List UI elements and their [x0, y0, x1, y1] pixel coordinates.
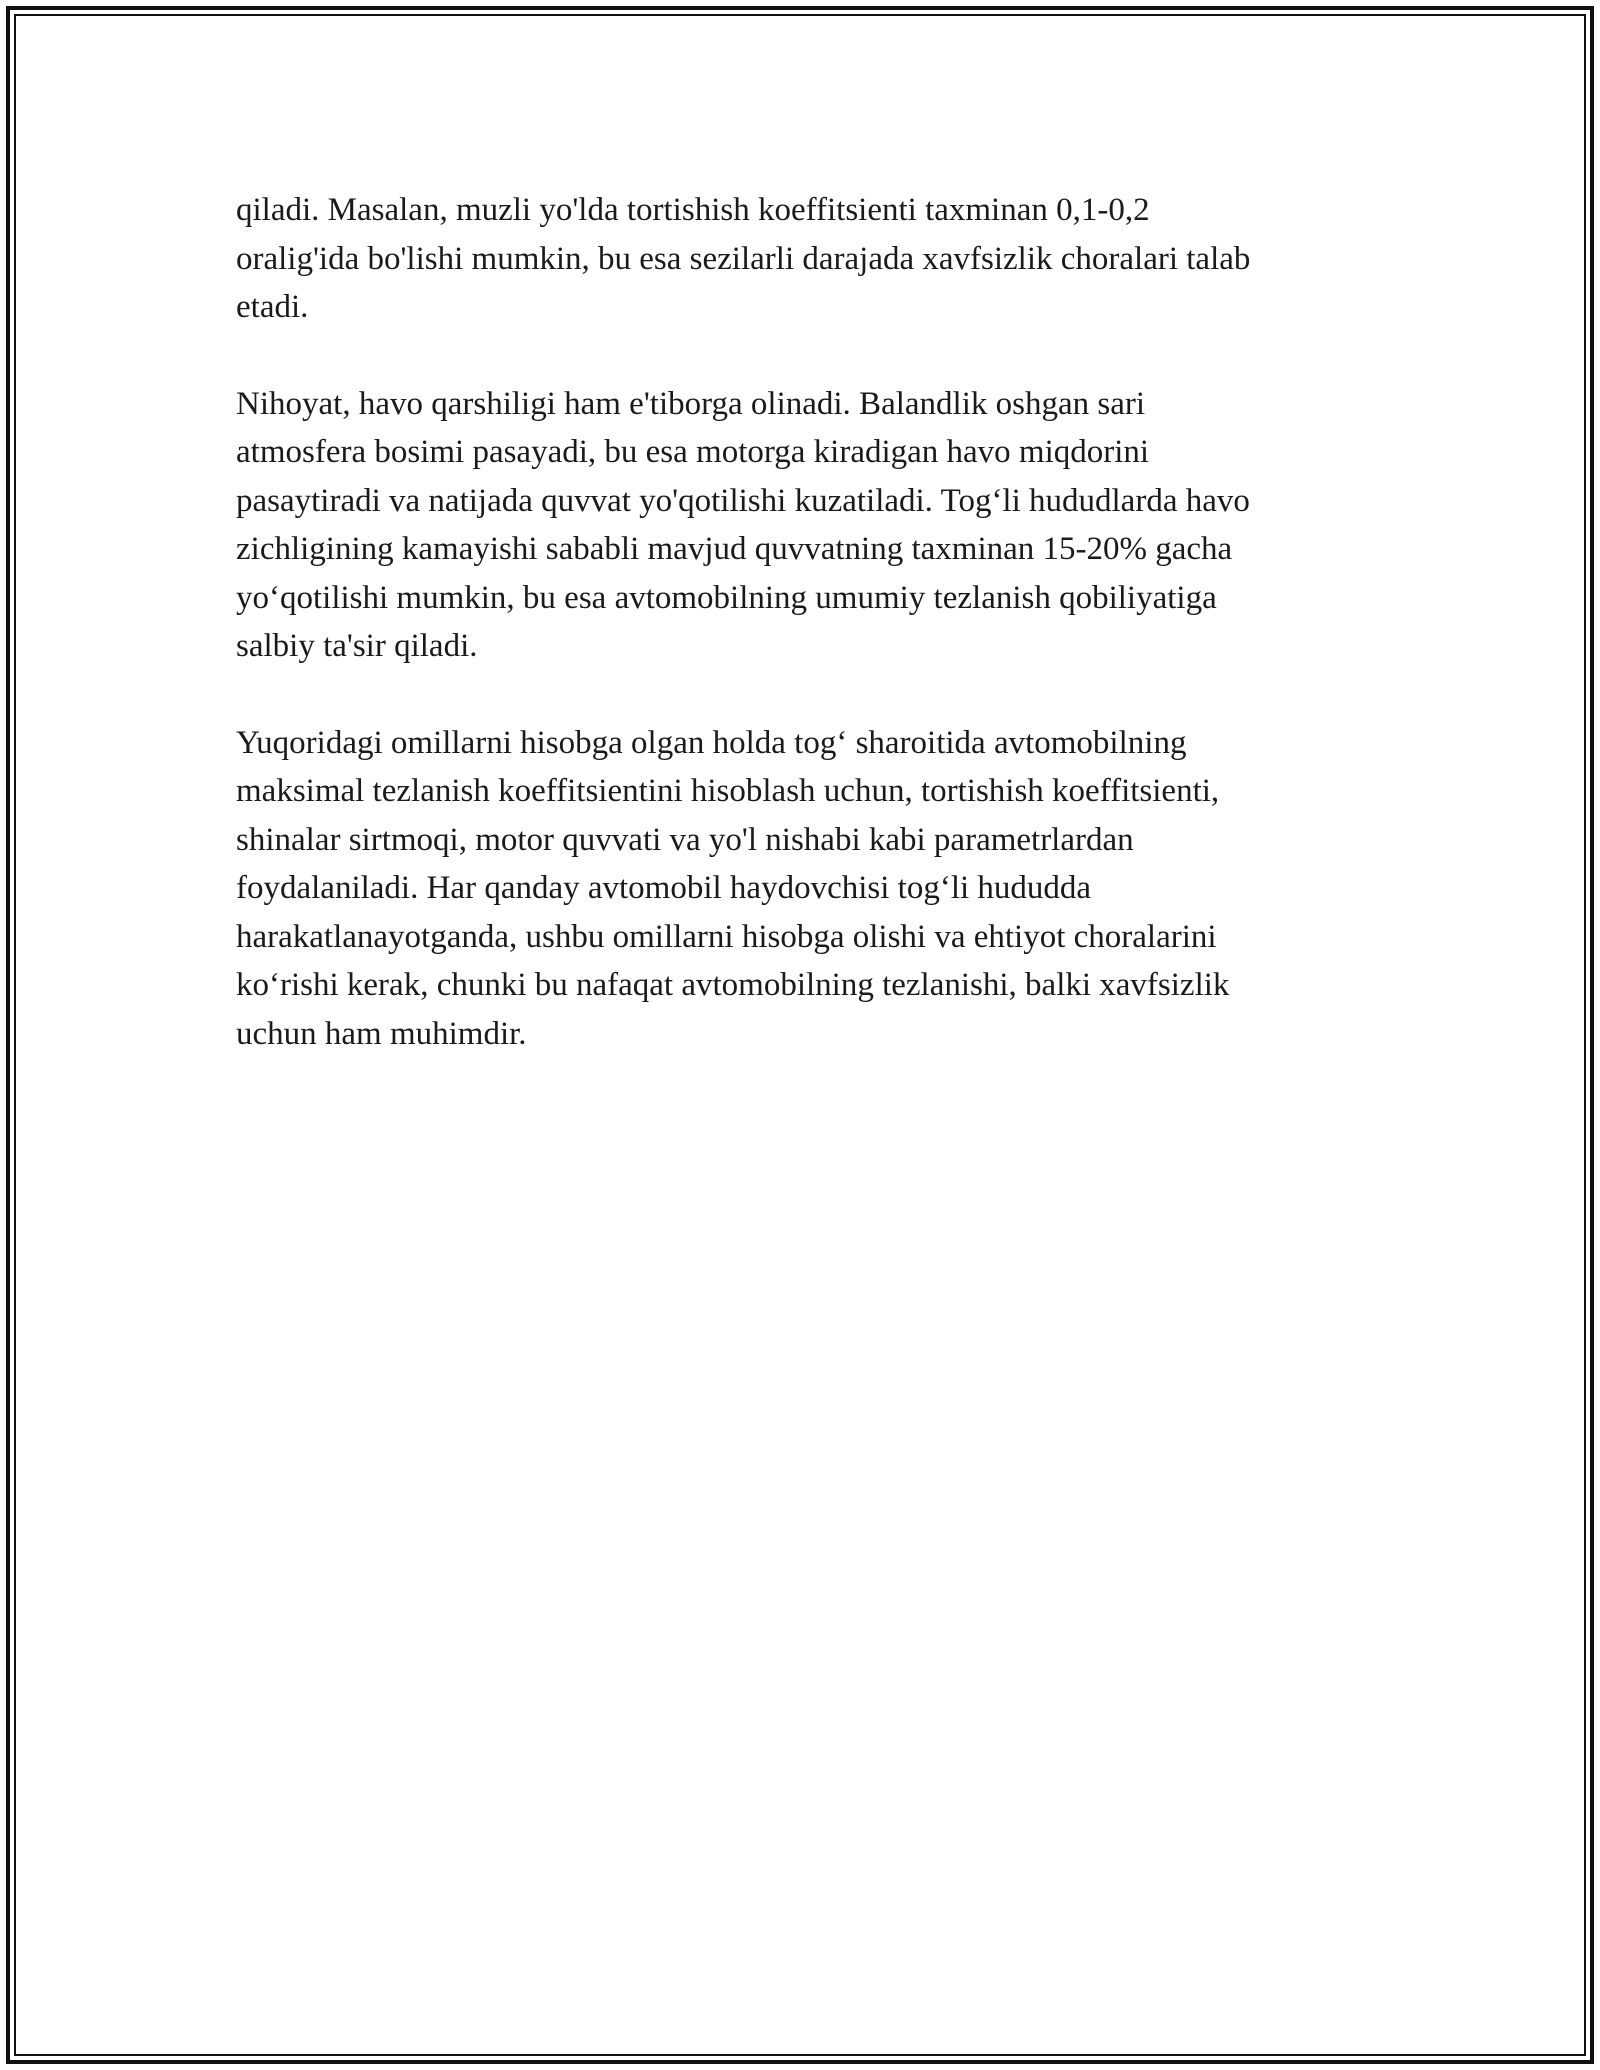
paragraph-1: qiladi. Masalan, muzli yo'lda tortishish koeffitsienti taxminan 0,1-0,2 oralig'ida bo'lishi mumkin, bu esa sezilarli darajada xavfsizlik choralari talab etadi.: [236, 192, 1251, 325]
paragraph-3: Yuqoridagi omillarni hisobga olgan holda tog‘ sharoitida avtomobilning maksimal tezlanish koeffitsientini hisoblash uchun, tortishish koeffitsienti, shinalar sirtmoqi, motor quvvati va yo'l nishabi kabi parametrlardan foydalaniladi. Har qanday avtomobil haydovchisi tog‘li hududda harakatlanayotganda, ushbu omillarni hisobga olishi va ehtiyot choralarini ko‘rishi kerak, chunki bu nafaqat avtomobilning tezlanishi, balki xavfsizlik uchun ham muhimdir.: [236, 724, 1230, 1052]
document-body: [236, 186, 1386, 1106]
paragraph-2: Nihoyat, havo qarshiligi ham e'tiborga olinadi. Balandlik oshgan sari atmosfera bosimi pasayadi, bu esa motorga kiradigan havo miqdorini pasaytiradi va natijada quvvat yo'qotilishi kuzatiladi. Tog‘li hududlarda havo zichligining kamayishi sababli mavjud quvvatning taxminan 15-20% gacha yo‘qotilishi mumkin, bu esa avtomobilning umumiy tezlanish qobiliyatiga salbiy ta'sir qiladi.: [236, 385, 1250, 664]
